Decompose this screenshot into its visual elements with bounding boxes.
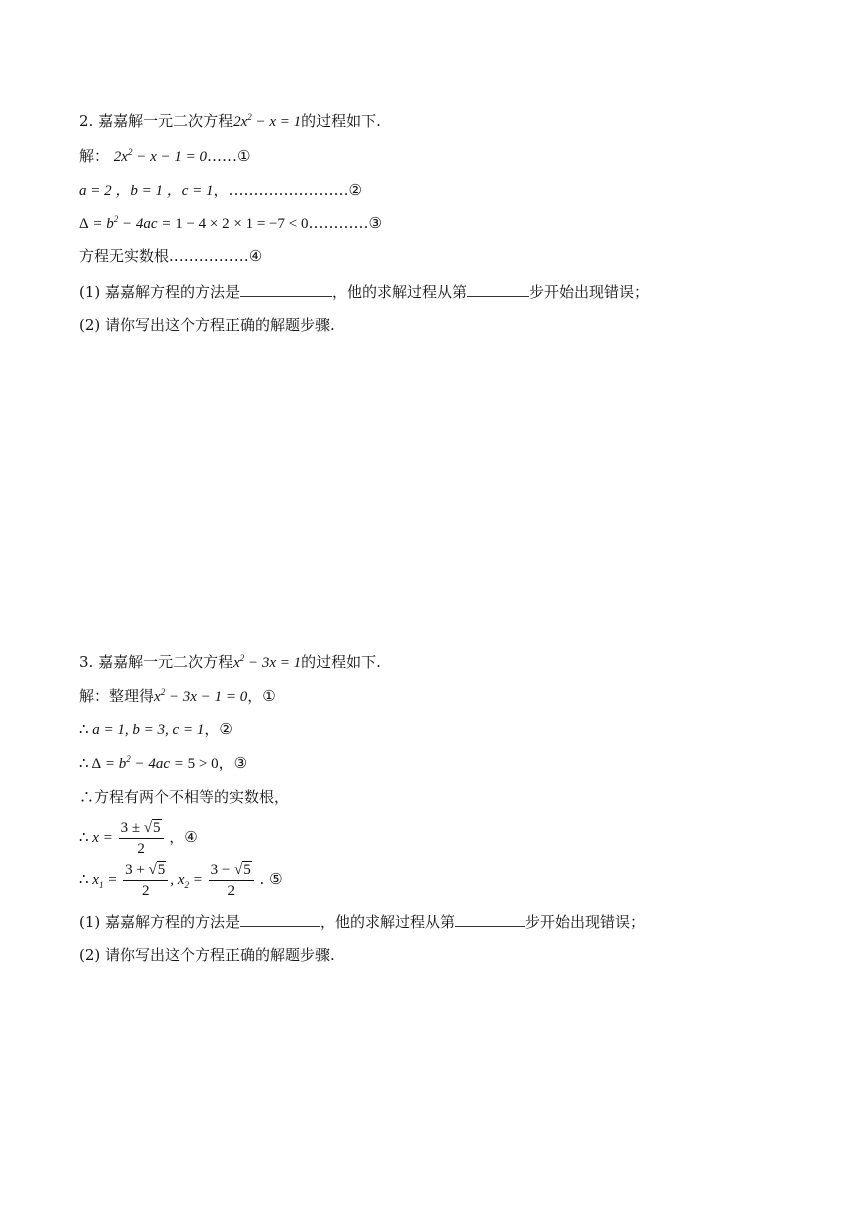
q2-title — [79, 111, 381, 132]
q2-step1-marker: ……① — [207, 147, 251, 165]
q2-part2 — [79, 315, 335, 335]
q3-step1-eq: $x^2 - 3x - 1 = 0$ — [154, 687, 248, 705]
q2-step-blank[interactable] — [467, 282, 529, 297]
q3-solution-label: 解：整理得 — [79, 687, 155, 705]
q2-part1-text-a: (1) 嘉嘉解方程的方法是 — [79, 283, 241, 301]
q3-part1-text-a: (1) 嘉嘉解方程的方法是 — [79, 913, 241, 931]
q3-statement-text: ∴方程有两个不相等的实数根， — [79, 788, 290, 806]
q2-part2-text: (2) 请你写出这个方程正确的解题步骤. — [79, 316, 335, 334]
q3-part1-text-b: ，他的求解过程从第 — [320, 913, 456, 931]
q2-solution-label: 解： — [79, 147, 110, 165]
q3-step5-marker: . ⑤ — [259, 869, 283, 888]
q3-step1 — [79, 686, 276, 707]
q3-step3 — [79, 753, 247, 774]
q3-step4-marker: ，④ — [169, 827, 198, 846]
q2-part1-text-b: ，他的求解过程从第 — [332, 283, 468, 301]
q2-equation: $2x^2 - x = 1$ — [233, 112, 302, 130]
q3-statement — [79, 787, 289, 807]
q3-step3-eq: ∴ $\Delta = b^2 - 4ac = 5 > 0$ — [79, 754, 219, 772]
q3-step2-marker: ，② — [204, 720, 233, 738]
q2-step1-eq: $2x^2 - x - 1 = 0$ — [113, 147, 207, 165]
q2-step2 — [79, 180, 362, 201]
q2-part1-text-c: 步开始出现错误； — [529, 283, 650, 301]
q3-step4 — [79, 818, 198, 859]
q2-step3 — [79, 213, 382, 234]
q3-step5-eq: ∴ $x_1$ = $\frac{3 + √5}{2}$ , $x_2$ = $\frac{3 - √5}{2}$ — [79, 872, 260, 888]
q2-step2-eq: a = 2 ，b = 1 ，c = 1 — [79, 183, 214, 199]
q3-title-pre: 3. 嘉嘉解一元二次方程 — [79, 653, 234, 671]
q2-method-blank[interactable] — [240, 282, 332, 297]
q3-part1-text-c: 步开始出现错误； — [525, 913, 646, 931]
q2-title-post: 的过程如下. — [301, 112, 381, 130]
q2-step3-marker: …………③ — [308, 214, 382, 232]
q2-step1 — [79, 146, 250, 167]
q3-step2 — [79, 719, 233, 740]
q3-equation: $x^2 - 3x = 1$ — [233, 653, 302, 671]
q3-method-blank[interactable] — [240, 912, 320, 927]
q3-part1 — [79, 912, 645, 932]
q2-step2-marker: ，……………………② — [213, 181, 362, 199]
q3-step1-marker: ，① — [247, 687, 276, 705]
q3-step-blank[interactable] — [455, 912, 525, 927]
q2-step4 — [79, 246, 262, 266]
q3-part2-text: (2) 请你写出这个方程正确的解题步骤. — [79, 946, 335, 964]
q3-x2-fraction: $\frac{3 - √5}{2}$ — [209, 860, 254, 901]
q3-title-post: 的过程如下. — [301, 653, 381, 671]
q2-step3-eq: $\Delta = b^2 - 4ac = 1 - 4 \times 2 \times 1 = -7 < 0$ — [79, 214, 309, 232]
q2-step4-text: 方程无实数根. — [79, 247, 174, 265]
q3-step3-marker: ，③ — [218, 754, 248, 772]
q3-title — [79, 652, 381, 673]
q3-part2 — [79, 945, 335, 965]
q3-x1-fraction: $\frac{3 + √5}{2}$ — [123, 860, 168, 901]
q3-step4-fraction: $\frac{3 \pm √5}{2}$ — [119, 818, 164, 859]
q2-step4-marker: ……………④ — [173, 247, 263, 265]
q3-step5 — [79, 860, 283, 901]
q2-part1 — [79, 282, 649, 302]
q3-step2-eq: ∴ a = 1, b = 3, c = 1 — [79, 722, 205, 738]
q2-title-pre: 2. 嘉嘉解一元二次方程 — [79, 112, 234, 130]
q3-step4-eq: ∴ x = $\frac{3 \pm √5}{2}$ — [79, 830, 169, 846]
